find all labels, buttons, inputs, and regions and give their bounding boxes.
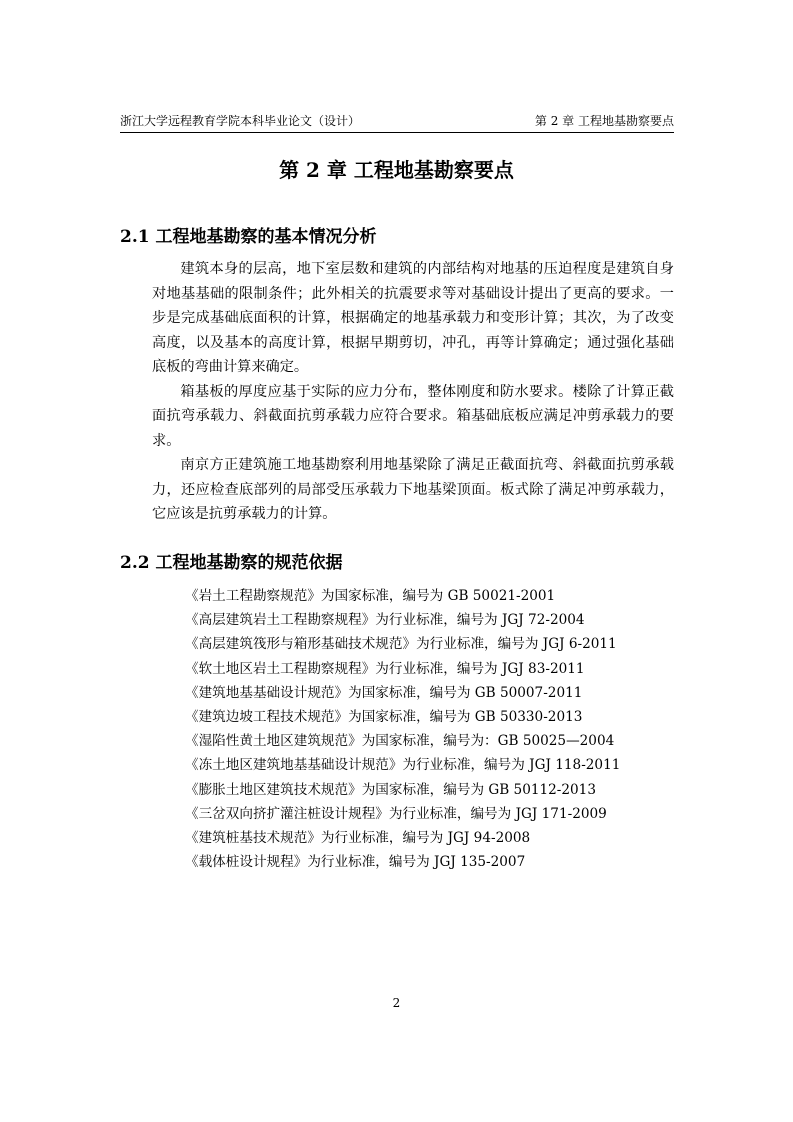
section-2-1-body <box>152 257 674 527</box>
reference-item: 《三岔双向挤扩灌注桩设计规程》为行业标准，编号为 JGJ 171-2009 <box>185 805 607 822</box>
reference-item: 《冻土地区建筑地基基础设计规范》为行业标准，编号为 JGJ 118-2011 <box>185 757 621 774</box>
reference-item: 《高层建筑筏形与箱形基础技术规范》为行业标准，编号为 JGJ 6-2011 <box>185 636 617 653</box>
header-right-text: 第 2 章 工程地基勘察要点 <box>534 114 674 128</box>
reference-item: 《载体桩设计规程》为行业标准，编号为 JGJ 135-2007 <box>185 854 526 871</box>
page-header <box>120 113 674 133</box>
chapter-title: 第 2 章 工程地基勘察要点 <box>279 158 514 182</box>
page-number: 2 <box>392 996 401 1010</box>
section-heading-2-1: 2.1 工程地基勘察的基本情况分析 <box>120 227 377 247</box>
reference-item: 《建筑桩基技术规范》为行业标准，编号为 JGJ 94-2008 <box>185 830 531 847</box>
section-heading-2-2: 2.2 工程地基勘察的规范依据 <box>120 553 343 573</box>
paragraph: 建筑本身的层高，地下室层数和建筑的内部结构对地基的压迫程度是建筑自身对地基基础的限制条件；此外相关的抗震要求等对基础设计提出了更高的要求。一步是完成基础底面积的计算，根据确定的地基承载力和变形计算；其次，为了改变高度，以及基本的高度计算，根据早期剪切，冲孔，再等计算确定；通过强化基础底板的弯曲计算来确定。 <box>152 261 674 375</box>
reference-item: 《建筑边坡工程技术规范》为国家标准，编号为 GB 50330-2013 <box>185 709 583 726</box>
paragraph: 箱基板的厚度应基于实际的应力分布，整体刚度和防水要求。楼除了计算正截面抗弯承载力、斜截面抗剪承载力应符合要求。箱基础底板应满足冲剪承载力的要求。 <box>152 383 674 449</box>
header-left-text: 浙江大学远程教育学院本科毕业论文（设计） <box>120 114 361 128</box>
reference-list <box>185 584 685 874</box>
paragraph: 南京方正建筑施工地基勘察利用地基梁除了满足正截面抗弯、斜截面抗剪承载力，还应检查底部列的局部受压承载力下地基梁顶面。板式除了满足冲剪承载力，它应该是抗剪承载力的计算。 <box>152 457 674 522</box>
reference-item: 《岩土工程勘察规范》为国家标准，编号为 GB 50021-2001 <box>185 588 556 604</box>
reference-item: 《建筑地基基础设计规范》为国家标准，编号为 GB 50007-2011 <box>185 684 583 701</box>
reference-item: 《软土地区岩土工程勘察规程》为行业标准，编号为 JGJ 83-2011 <box>185 660 585 677</box>
reference-item: 《膨胀土地区建筑技术规范》为国家标准，编号为 GB 50112-2013 <box>185 781 596 798</box>
reference-item: 《高层建筑岩土工程勘察规程》为行业标准，编号为 JGJ 72-2004 <box>185 612 585 629</box>
reference-item: 《湿陷性黄土地区建筑规范》为国家标准，编号为：GB 50025—2004 <box>185 733 615 750</box>
